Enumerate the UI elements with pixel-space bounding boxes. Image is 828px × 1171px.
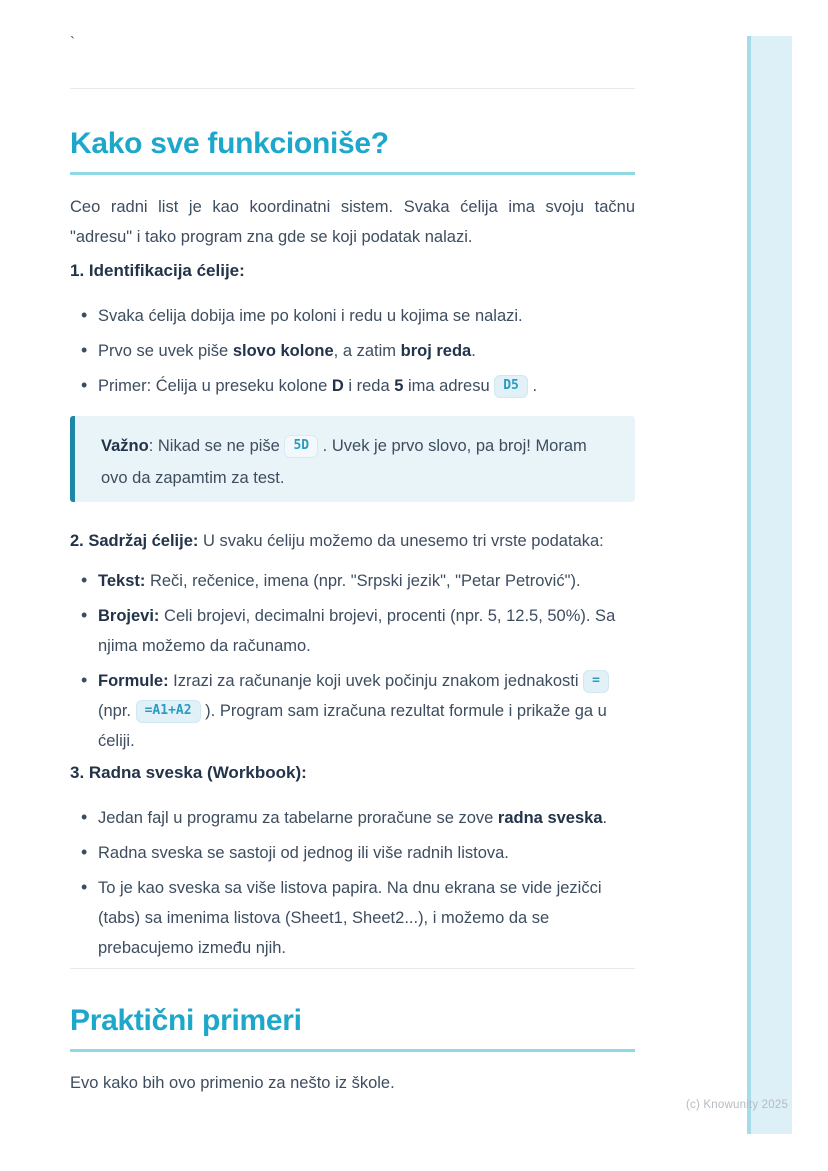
- side-strip: [747, 36, 792, 1134]
- list-identifikacija: [70, 301, 635, 401]
- section-divider-top: [70, 88, 635, 89]
- document-content: [70, 0, 635, 1098]
- list-item-text: Primer: Ćelija u preseku kolone: [98, 377, 332, 395]
- list-item-text: Jedan fajl u programu za tabelarne proračune se zove: [98, 809, 498, 827]
- list-item-text: .: [527, 377, 538, 395]
- bold-broj-reda: broj reda: [400, 342, 472, 360]
- intro-text: Ceo radni list je kao koordinatni sistem. Svaka ćelija ima svoju tačnu "adresu" i tako program zna gde se koji podatak nalazi.: [70, 198, 635, 246]
- callout-text: . Uvek je prvo slovo, pa broj! Moram ovo da zapamtim za test.: [101, 437, 587, 487]
- list-sadrzaj: [70, 566, 635, 756]
- bold-vazno: Važno: [101, 437, 149, 455]
- list-radna-sveska: [70, 803, 635, 963]
- bold-formule-label: Formule:: [98, 672, 169, 690]
- list-item: [98, 336, 635, 366]
- bold-tekst-label: Tekst:: [98, 572, 146, 590]
- code-chip-5d: 5D: [284, 435, 318, 458]
- list-item: [98, 838, 635, 868]
- heading-underline: [70, 1049, 635, 1052]
- heading-prakticni-primeri: Praktični primeri: [70, 1004, 302, 1037]
- list-item: [98, 301, 635, 331]
- bold-red-5: 5: [394, 377, 404, 395]
- list-item-text: .: [471, 342, 476, 360]
- bold-sadrzaj-label: 2. Sadržaj ćelije:: [70, 532, 199, 550]
- list-item-text: Celi brojevi, decimalni brojevi, procenti (npr. 5, 12.5, 50%). Sa njima možemo da računamo.: [98, 607, 616, 655]
- list-item-text: .: [602, 809, 608, 827]
- list-item-text: ). Program sam izračuna rezultat formule i prikaže ga u ćeliji.: [98, 702, 607, 750]
- code-chip-d5: D5: [494, 375, 528, 398]
- subheading-radna-sveska: 3. Radna sveska (Workbook):: [70, 763, 307, 782]
- list-item-text: Reči, rečenice, imena (npr. "Srpski jezik", "Petar Petrović").: [145, 572, 581, 590]
- list-item: [98, 666, 635, 756]
- list-item: [98, 371, 635, 401]
- heading-underline: [70, 172, 635, 175]
- list-item: [98, 873, 635, 963]
- list-item: [98, 803, 635, 833]
- bold-brojevi-label: Brojevi:: [98, 607, 160, 625]
- list-item-text: i reda: [343, 377, 395, 395]
- list-item-text: Prvo se uvek piše: [98, 342, 233, 360]
- code-chip-formula: =A1+A2: [136, 700, 201, 723]
- callout-text: : Nikad se ne piše: [148, 437, 285, 455]
- intro-paragraph: [70, 192, 635, 252]
- subheading-identifikacija: 1. Identifikacija ćelije:: [70, 261, 245, 280]
- callout-paragraph: [101, 430, 609, 494]
- subheading-rest-text: U svaku ćeliju možemo da unesemo tri vrste podataka:: [198, 532, 604, 550]
- list-item-text: ima adresu: [403, 377, 495, 395]
- list-item-text: To je kao sveska sa više listova papira. Na dnu ekrana se vide jezičci (tabs) sa imenima listova (Sheet1, Sheet2...), i možemo da se prebacujemo između njih.: [98, 879, 602, 957]
- bold-slovo-kolone: slovo kolone: [232, 342, 334, 360]
- list-item-text: Izrazi za računanje koji uvek počinju znakom jednakosti: [168, 672, 584, 690]
- list-item: [98, 566, 635, 596]
- list-item: [98, 601, 635, 661]
- list-item-text: (npr.: [98, 702, 136, 720]
- heading-kako-sve-funkcionise: Kako sve funkcioniše?: [70, 127, 389, 160]
- section-divider-bottom: [70, 968, 635, 969]
- outro-paragraph: Evo kako bih ovo primenio za nešto iz škole.: [70, 1074, 395, 1092]
- stray-backtick: `: [70, 34, 75, 51]
- subheading-sadrzaj: [70, 526, 635, 556]
- important-callout: [70, 416, 635, 502]
- list-item-text: , a zatim: [333, 342, 401, 360]
- list-item-text: Svaka ćelija dobija ime po koloni i redu u kojima se nalazi.: [98, 307, 523, 325]
- bold-kolona-d: D: [331, 377, 344, 395]
- bold-radna-sveska: radna sveska: [497, 809, 603, 827]
- list-item-text: Radna sveska se sastoji od jednog ili više radnih listova.: [98, 844, 509, 862]
- copyright-watermark: (c) Knowunity 2025: [686, 1099, 789, 1111]
- code-chip-equals: =: [583, 670, 609, 693]
